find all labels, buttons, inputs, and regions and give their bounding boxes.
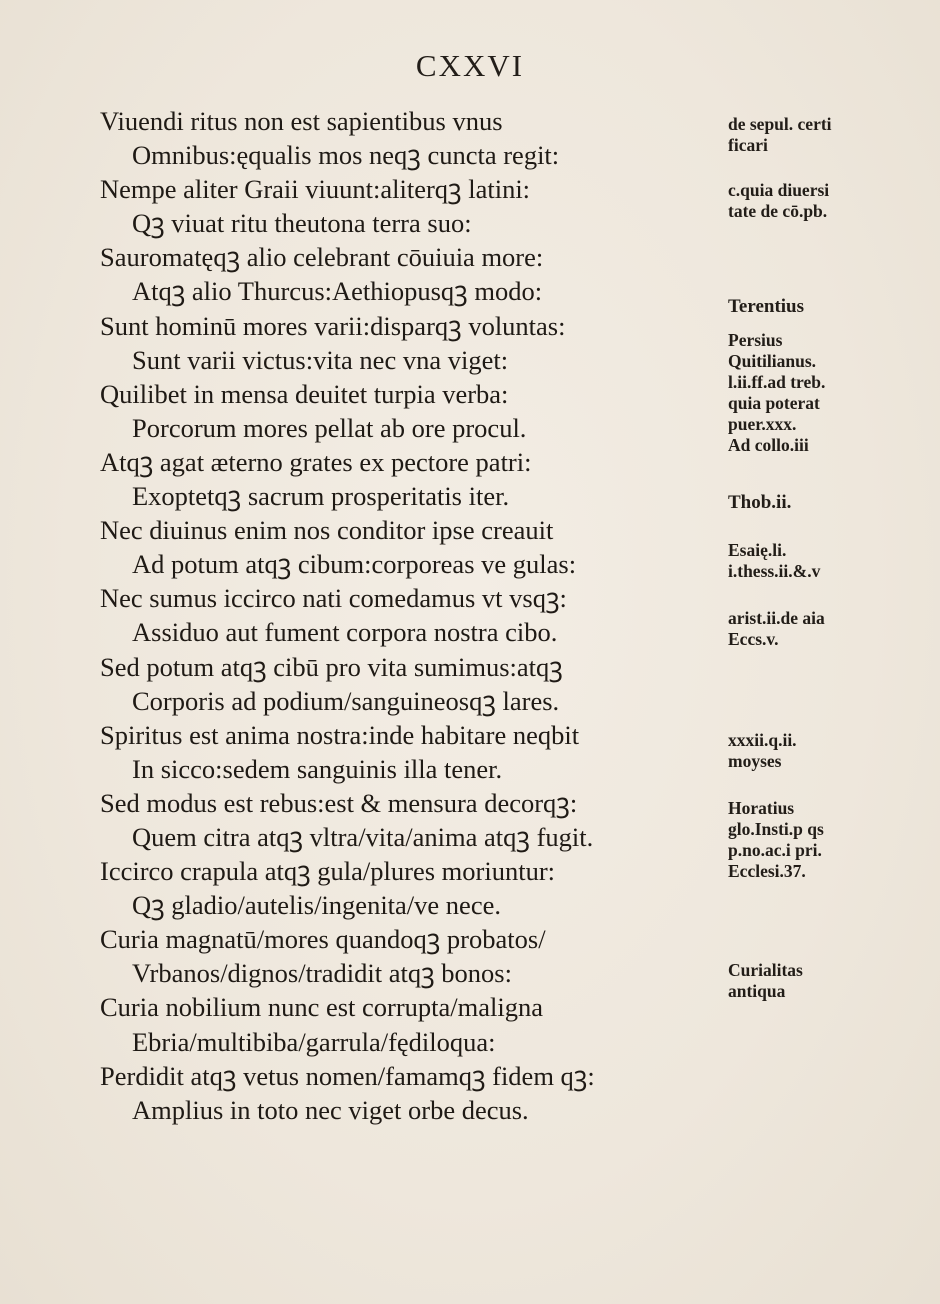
verse-line: Atqꝫ alio Thurcus:Aethiopusqꝫ modo:	[132, 276, 543, 307]
gloss-line: Horatius	[728, 798, 795, 818]
verse-line: Vrbanos/dignos/tradidit atqꝫ bonos:	[132, 958, 512, 989]
verse-line: Porcorum mores pellat ab ore procul.	[132, 412, 527, 443]
gloss-line: Quitilianus.	[728, 351, 817, 371]
marginal-gloss	[728, 180, 829, 222]
gloss-line: xxxii.q.ii.	[728, 730, 797, 750]
verse-line: Spiritus est anima nostra:inde habitare neqbit	[100, 719, 580, 750]
gloss-line: Persius	[728, 330, 783, 350]
gloss-line: arist.ii.de aia	[728, 608, 825, 628]
verse-line: Quem citra atqꝫ vltra/vita/anima atqꝫ fugit.	[132, 821, 594, 852]
verse-line: Sed potum atqꝫ cibū pro vita sumimus:atqꝫ	[100, 651, 563, 682]
verse-line: Qꝫ gladio/autelis/ingenita/ve nece.	[132, 890, 501, 921]
verse-line: Sunt varii victus:vita nec vna viget:	[132, 344, 509, 375]
verse-line: Exoptetqꝫ sacrum prosperitatis iter.	[132, 481, 510, 512]
verse-line: Omnibus:ęqualis mos neqꝫ cuncta regit:	[132, 140, 560, 171]
verse-line: Curia magnatū/mores quandoqꝫ probatos/	[100, 924, 546, 955]
gloss-line: Esaię.li.	[728, 540, 787, 560]
verse-line: Nec diuinus enim nos conditor ipse creauit	[100, 515, 554, 546]
marginal-gloss	[728, 960, 803, 1002]
marginal-gloss	[728, 608, 825, 650]
marginal-gloss	[728, 296, 804, 318]
gloss-line: Terentius	[728, 296, 805, 317]
verse-line: Assiduo aut fument corpora nostra cibo.	[132, 617, 558, 648]
verse-line: Nec sumus iccirco nati comedamus vt vsqꝫ:	[100, 583, 567, 614]
verse-line: Viuendi ritus non est sapientibus vnus	[100, 106, 503, 136]
verse-column	[100, 104, 700, 1127]
folio-number: CXXVI	[415, 48, 525, 83]
gloss-line: tate de cō.pb.	[728, 201, 828, 221]
gloss-line: glo.Insti.p qs	[728, 819, 824, 839]
verse-line: In sicco:sedem sanguinis illa tener.	[132, 753, 503, 784]
gloss-line: antiqua	[728, 981, 786, 1001]
verse-line: Iccirco crapula atqꝫ gula/plures moriuntur:	[100, 856, 556, 887]
marginal-gloss	[728, 114, 832, 156]
gloss-line: quia poterat	[728, 393, 820, 413]
gloss-line: l.ii.ff.ad treb.	[728, 372, 826, 392]
verse-line: Corporis ad podium/sanguineosqꝫ lares.	[132, 685, 560, 716]
gloss-line: puer.xxx.	[728, 414, 797, 434]
verse-line: Curia nobilium nunc est corrupta/maligna	[100, 992, 544, 1023]
verse-line: Ebria/multibiba/garrula/fędiloqua:	[132, 1026, 496, 1057]
verse-line: Atqꝫ agat æterno grates ex pectore patri:	[100, 446, 532, 477]
gloss-line: c.quia diuersi	[728, 180, 830, 200]
gloss-line: Ad collo.iii	[728, 435, 809, 455]
verse-line: Nempe aliter Graii viuunt:aliterqꝫ latini:	[100, 174, 531, 205]
gloss-line: Curialitas	[728, 960, 803, 980]
gloss-line: Thob.ii.	[728, 492, 792, 513]
marginal-gloss	[728, 540, 820, 582]
gloss-line: Ecclesi.37.	[728, 861, 806, 881]
gloss-line: i.thess.ii.&.v	[728, 561, 821, 581]
verse-line: Sed modus est rebus:est & mensura decorqꝫ:	[100, 787, 578, 818]
verse-line: Ad potum atqꝫ cibum:corporeas ve gulas:	[132, 549, 577, 580]
gloss-line: Eccs.v.	[728, 629, 779, 649]
gloss-line: de sepul. certi	[728, 114, 832, 134]
gloss-line: ficari	[728, 135, 768, 155]
verse-line: Sunt hominū mores varii:disparqꝫ voluntas:	[100, 310, 566, 341]
verse-line: Perdidit atqꝫ vetus nomen/famamqꝫ fidem qꝫ:	[100, 1060, 595, 1091]
verse-line: Quilibet in mensa deuitet turpia verba:	[100, 378, 509, 409]
marginal-gloss	[728, 798, 824, 882]
marginal-gloss	[728, 492, 791, 514]
verse-line: Amplius in toto nec viget orbe decus.	[132, 1094, 529, 1125]
verse-line: Qꝫ viuat ritu theutona terra suo:	[132, 208, 472, 239]
marginal-gloss	[728, 730, 797, 772]
gloss-line: p.no.ac.i pri.	[728, 840, 822, 860]
marginal-gloss	[728, 330, 825, 456]
gloss-line: moyses	[728, 751, 782, 771]
marginal-glosses	[728, 0, 918, 1304]
verse-line: Sauromatęqꝫ alio celebrant cōuiuia more:	[100, 242, 544, 273]
